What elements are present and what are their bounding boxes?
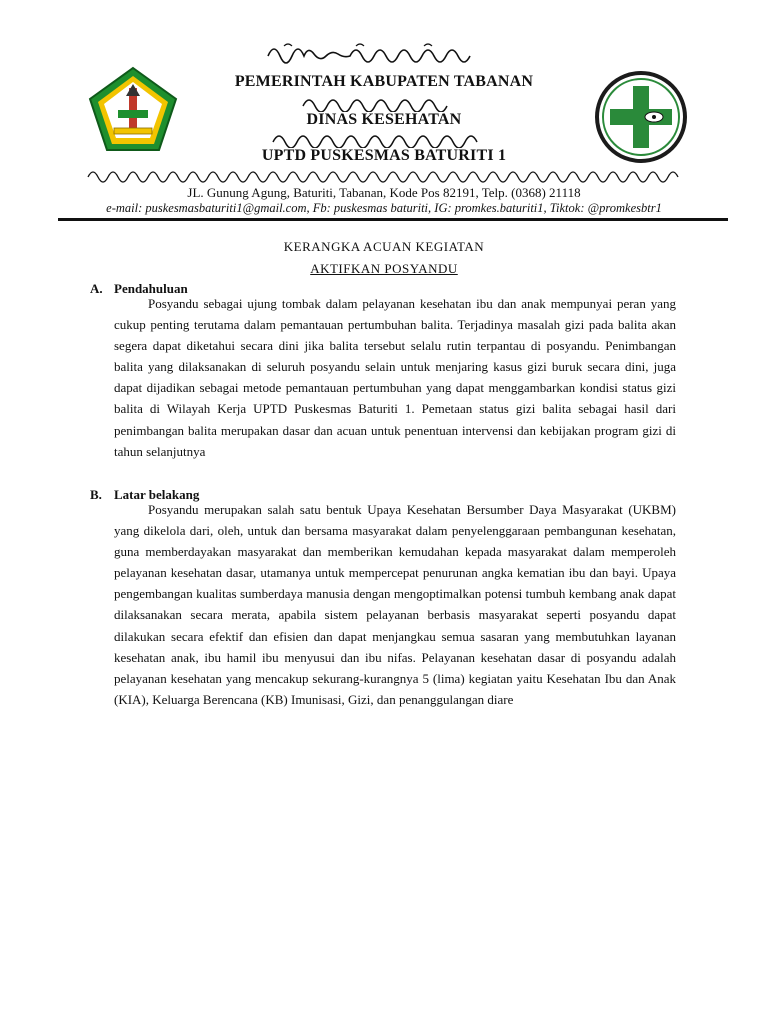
section-a-letter: A. <box>90 281 103 296</box>
letterhead-line-2: DINAS KESEHATAN <box>306 111 462 128</box>
section-b-title: Latar belakang <box>114 487 200 502</box>
section-b-body: Posyandu merupakan salah satu bentuk Upaya Kesehatan Bersumber Daya Masyarakat (UKBM) yang dikelola dari, oleh, untuk dan bersama masyarakat dalam penyelenggaraan pembangunan kesehatan, guna memberdayakan masyarakat dan memberikan kemudahan kepada masyarakat dalam memperoleh pelayanan kesehatan dasar, utamanya untuk mempercepat penurunan angka kematian ibu dan bayi. Upaya pengembangan kualitas sumberdaya manusia dengan mengoptimalkan potensi tumbuh kembang anak dapat dilaksanakan secara merata, apabila sistem pelayanan berbasis masyarakat seperti posyandu dapat dilakukan secara efektif dan efisien dan dapat menjangkau semua sasaran yang membutuhkan layanan kesehatan anak, ibu hamil ibu menyusui dan ibu nifas. Pelayanan kesehatan dasar di posyandu adalah pelayanan kesehatan yang mencakup sekurang-kurangnya 5 (lima) kegiatan yaitu Kesehatan Ibu dan Anak (KIA), Keluarga Berencana (KB) Imunisasi, Gizi, dan penanggulangan diare <box>114 502 676 707</box>
balinese-script-line-4 <box>0 165 768 183</box>
letterhead <box>0 0 768 222</box>
letterhead-divider <box>58 218 728 221</box>
balinese-script-line-1 <box>0 40 768 64</box>
letterhead-line-3: UPTD PUSKESMAS BATURITI 1 <box>261 147 507 164</box>
section-b-letter: B. <box>90 487 102 502</box>
balinese-script-line-3 <box>0 128 768 148</box>
section-a-title: Pendahuluan <box>114 281 188 296</box>
document-subtitle: AKTIFKAN POSYANDU <box>310 261 458 276</box>
balinese-script-line-2 <box>0 92 768 112</box>
section-a-body: Posyandu sebagai ujung tombak dalam pelayanan kesehatan ibu dan anak mempunyai peran yang cukup penting terutama dalam pemantauan pertumbuhan balita. Terjadinya masalah gizi pada balita akan segera dapat diketahui secara dini jika balita tersebut selalu rutin terpantau di posyandu. Penimbangan balita yang dilaksanakan di seluruh posyandu selain untuk menjaring kasus gizi buruk secara dini, juga dapat dijadikan sebagai metode pemantauan pertumbuhan yang dapat menggambarkan kondisi status gizi balita di Wilayah Kerja UPTD Puskesmas Baturiti 1. Pemetaan status gizi balita sebagai hasil dari penimbangan balita merupakan dasar dan acuan untuk penentuan intervensi dan kebijakan program gizi di tahun selanjutnya <box>114 296 676 459</box>
letterhead-line-1: PEMERINTAH KABUPATEN TABANAN <box>234 73 534 90</box>
letterhead-address: JL. Gunung Agung, Baturiti, Tabanan, Kode Pos 82191, Telp. (0368) 21118 <box>187 185 581 200</box>
document-title: KERANGKA ACUAN KEGIATAN <box>283 239 485 254</box>
letterhead-contact: e-mail: puskesmasbaturiti1@gmail.com, Fb: puskesmas baturiti, IG: promkes.baturiti1, Tiktok: @promkesbtr1 <box>106 201 662 215</box>
